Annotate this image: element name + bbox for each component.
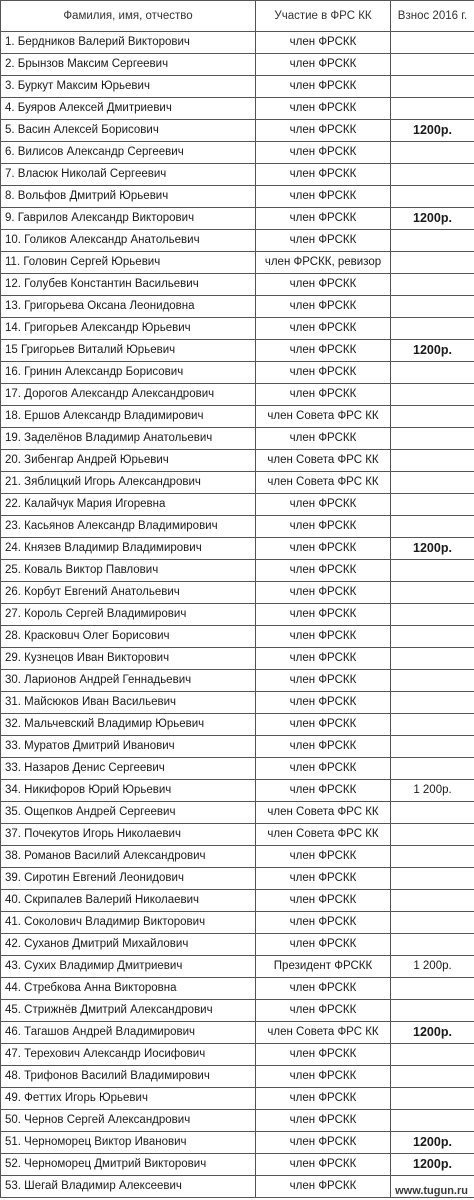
table-row: [1, 230, 474, 252]
member-role: член ФРСКК: [256, 538, 391, 560]
member-name: 2. Брынзов Максим Сергеевич: [1, 54, 256, 76]
table-row: [1, 494, 474, 516]
table-row: [1, 626, 474, 648]
table-row: [1, 406, 474, 428]
member-name: 8. Вольфов Дмитрий Юрьевич: [1, 186, 256, 208]
member-role: член Совета ФРС КК: [256, 472, 391, 494]
member-role: член ФРСКК: [256, 274, 391, 296]
table-row: [1, 1154, 474, 1176]
table-row: [1, 120, 474, 142]
member-role: член ФРСКК: [256, 604, 391, 626]
table-row: [1, 934, 474, 956]
member-name: 49. Феттих Игорь Юрьевич: [1, 1088, 256, 1110]
member-fee: [391, 142, 474, 164]
member-name: 42. Суханов Дмитрий Михайлович: [1, 934, 256, 956]
member-name: 41. Соколович Владимир Викторович: [1, 912, 256, 934]
member-name: 21. Зяблицкий Игорь Александрович: [1, 472, 256, 494]
member-role: член ФРСКК: [256, 516, 391, 538]
member-fee: [391, 1088, 474, 1110]
member-name: 14. Григорьев Александр Юрьевич: [1, 318, 256, 340]
member-name: 26. Корбут Евгений Анатольевич: [1, 582, 256, 604]
member-name: 4. Буяров Алексей Дмитриевич: [1, 98, 256, 120]
member-name: 45. Стрижнёв Дмитрий Александрович: [1, 1000, 256, 1022]
table-row: [1, 714, 474, 736]
member-fee: 1200р.: [391, 538, 474, 560]
member-fee: [391, 802, 474, 824]
member-role: член ФРСКК: [256, 1176, 391, 1198]
member-fee: [391, 934, 474, 956]
member-fee: [391, 450, 474, 472]
table-row: [1, 32, 474, 54]
member-fee: [391, 890, 474, 912]
member-fee: [391, 54, 474, 76]
member-fee: [391, 912, 474, 934]
table-row: [1, 340, 474, 362]
member-name: 19. Заделёнов Владимир Анатольевич: [1, 428, 256, 450]
member-fee: [391, 1044, 474, 1066]
member-role: член ФРСКК: [256, 296, 391, 318]
member-role: член ФРСКК: [256, 208, 391, 230]
member-name: 30. Ларионов Андрей Геннадьевич: [1, 670, 256, 692]
member-fee: [391, 274, 474, 296]
member-fee: 1200р.: [391, 208, 474, 230]
member-fee: [391, 560, 474, 582]
member-fee: [391, 384, 474, 406]
table-row: [1, 890, 474, 912]
member-fee: [391, 670, 474, 692]
member-name: 1. Бердников Валерий Викторович: [1, 32, 256, 54]
member-name: 6. Вилисов Александр Сергеевич: [1, 142, 256, 164]
member-fee: [391, 626, 474, 648]
member-fee: 1200р.: [391, 340, 474, 362]
table-row: [1, 1022, 474, 1044]
member-fee: 1200р.: [391, 1132, 474, 1154]
member-fee: [391, 582, 474, 604]
table-row: [1, 208, 474, 230]
member-fee: [391, 692, 474, 714]
table-row: [1, 582, 474, 604]
table-row: [1, 186, 474, 208]
member-fee: [391, 98, 474, 120]
member-fee: [391, 1066, 474, 1088]
member-name: 25. Коваль Виктор Павлович: [1, 560, 256, 582]
table-row: [1, 472, 474, 494]
member-name: 29. Кузнецов Иван Викторович: [1, 648, 256, 670]
member-name: 53. Шегай Владимир Алексеевич: [1, 1176, 256, 1198]
table-row: [1, 868, 474, 890]
member-role: член ФРСКК: [256, 54, 391, 76]
member-role: член ФРСКК: [256, 494, 391, 516]
member-role: член Совета ФРС КК: [256, 1022, 391, 1044]
member-role: член ФРСКК, ревизор: [256, 252, 391, 274]
member-fee: [391, 868, 474, 890]
header-fee: Взнос 2016 г.: [391, 1, 474, 32]
table-row: [1, 604, 474, 626]
member-fee: [391, 252, 474, 274]
table-row: [1, 824, 474, 846]
member-fee: [391, 164, 474, 186]
table-row: [1, 538, 474, 560]
member-role: член ФРСКК: [256, 912, 391, 934]
member-name: 34. Никифоров Юрий Юрьевич: [1, 780, 256, 802]
member-role: член ФРСКК: [256, 1132, 391, 1154]
table-row: [1, 956, 474, 978]
member-fee: [391, 1110, 474, 1132]
member-name: 52. Черноморец Дмитрий Викторович: [1, 1154, 256, 1176]
table-row: [1, 428, 474, 450]
member-name: 32. Мальчевский Владимир Юрьевич: [1, 714, 256, 736]
member-name: 44. Стребкова Анна Викторовна: [1, 978, 256, 1000]
member-role: член ФРСКК: [256, 758, 391, 780]
member-name: 3. Буркут Максим Юрьевич: [1, 76, 256, 98]
member-name: 35. Ощепков Андрей Сергеевич: [1, 802, 256, 824]
member-fee: [391, 472, 474, 494]
member-name: 51. Черноморец Виктор Иванович: [1, 1132, 256, 1154]
header-role: Участие в ФРС КК: [256, 1, 391, 32]
member-fee: [391, 362, 474, 384]
member-fee: [391, 758, 474, 780]
member-name: 18. Ершов Александр Владимирович: [1, 406, 256, 428]
table-row: [1, 362, 474, 384]
member-fee: 1 200р.: [391, 780, 474, 802]
header-row: [1, 1, 474, 32]
table-row: [1, 384, 474, 406]
member-role: член ФРСКК: [256, 1044, 391, 1066]
member-fee: [391, 1000, 474, 1022]
member-name: 39. Сиротин Евгений Леонидович: [1, 868, 256, 890]
member-name: 27. Король Сергей Владимирович: [1, 604, 256, 626]
member-name: 5. Васин Алексей Борисович: [1, 120, 256, 142]
member-fee: [391, 978, 474, 1000]
table-row: [1, 1044, 474, 1066]
table-row: [1, 648, 474, 670]
member-fee: [391, 824, 474, 846]
member-name: 13. Григорьева Оксана Леонидовна: [1, 296, 256, 318]
member-role: член ФРСКК: [256, 428, 391, 450]
member-name: 43. Сухих Владимир Дмитриевич: [1, 956, 256, 978]
member-fee: [391, 736, 474, 758]
table-row: [1, 54, 474, 76]
member-role: член Совета ФРС КК: [256, 802, 391, 824]
member-role: Президент ФРСКК: [256, 956, 391, 978]
member-role: член ФРСКК: [256, 560, 391, 582]
member-name: 7. Власюк Николай Сергеевич: [1, 164, 256, 186]
member-fee: [391, 494, 474, 516]
member-role: член ФРСКК: [256, 582, 391, 604]
header-name: Фамилия, имя, отчество: [1, 1, 256, 32]
member-fee: [391, 428, 474, 450]
member-role: член ФРСКК: [256, 76, 391, 98]
member-fee: 1 200р.: [391, 956, 474, 978]
table-row: [1, 846, 474, 868]
member-role: член ФРСКК: [256, 670, 391, 692]
table-row: [1, 758, 474, 780]
member-fee: [391, 76, 474, 98]
member-fee: [391, 230, 474, 252]
table-row: [1, 1088, 474, 1110]
table-row: [1, 1132, 474, 1154]
member-role: член Совета ФРС КК: [256, 406, 391, 428]
table-row: [1, 780, 474, 802]
member-name: 40. Скрипалев Валерий Николаевич: [1, 890, 256, 912]
member-role: член ФРСКК: [256, 780, 391, 802]
member-role: член ФРСКК: [256, 648, 391, 670]
member-role: член ФРСКК: [256, 846, 391, 868]
member-role: член ФРСКК: [256, 362, 391, 384]
table-row: [1, 1110, 474, 1132]
member-fee: [391, 516, 474, 538]
member-name: 16. Гринин Александр Борисович: [1, 362, 256, 384]
member-name: 12. Голубев Константин Васильевич: [1, 274, 256, 296]
member-name: 23. Касьянов Александр Владимирович: [1, 516, 256, 538]
member-fee: [391, 648, 474, 670]
member-role: член ФРСКК: [256, 978, 391, 1000]
member-role: член ФРСКК: [256, 32, 391, 54]
member-role: член ФРСКК: [256, 384, 391, 406]
member-role: член ФРСКК: [256, 1066, 391, 1088]
member-name: 9. Гаврилов Александр Викторович: [1, 208, 256, 230]
table-row: [1, 98, 474, 120]
member-role: член ФРСКК: [256, 230, 391, 252]
table-row: [1, 516, 474, 538]
member-name: 20. Зибенгар Андрей Юрьевич: [1, 450, 256, 472]
table-row: [1, 912, 474, 934]
table-row: [1, 296, 474, 318]
table-row: [1, 142, 474, 164]
member-name: 17. Дорогов Александр Александрович: [1, 384, 256, 406]
member-role: член ФРСКК: [256, 142, 391, 164]
member-role: член ФРСКК: [256, 934, 391, 956]
member-role: член ФРСКК: [256, 1154, 391, 1176]
member-name: 22. Калайчук Мария Игоревна: [1, 494, 256, 516]
member-name: 48. Трифонов Василий Владимирович: [1, 1066, 256, 1088]
table-row: [1, 560, 474, 582]
member-role: член ФРСКК: [256, 164, 391, 186]
member-fee: [391, 846, 474, 868]
member-name: 33. Муратов Дмитрий Иванович: [1, 736, 256, 758]
member-role: член ФРСКК: [256, 120, 391, 142]
member-fee: 1200р.: [391, 120, 474, 142]
table-row: [1, 274, 474, 296]
member-role: член ФРСКК: [256, 318, 391, 340]
member-name: 46. Тагашов Андрей Владимирович: [1, 1022, 256, 1044]
member-fee: [391, 714, 474, 736]
member-fee: [391, 406, 474, 428]
member-name: 47. Терехович Александр Иосифович: [1, 1044, 256, 1066]
member-role: член ФРСКК: [256, 626, 391, 648]
member-name: 37. Почекутов Игорь Николаевич: [1, 824, 256, 846]
member-role: член ФРСКК: [256, 98, 391, 120]
table-row: [1, 1000, 474, 1022]
member-role: член ФРСКК: [256, 186, 391, 208]
table-row: [1, 736, 474, 758]
member-name: 50. Чернов Сергей Александрович: [1, 1110, 256, 1132]
member-role: член ФРСКК: [256, 340, 391, 362]
member-name: 11. Головин Сергей Юрьевич: [1, 252, 256, 274]
member-role: член ФРСКК: [256, 692, 391, 714]
member-fee: [391, 32, 474, 54]
table-row: [1, 692, 474, 714]
member-fee: [391, 318, 474, 340]
table-row: [1, 318, 474, 340]
table-row: [1, 802, 474, 824]
member-fee: 1200р.: [391, 1022, 474, 1044]
member-fee: [391, 604, 474, 626]
member-name: 28. Красковuч Олег Борисович: [1, 626, 256, 648]
table-row: [1, 164, 474, 186]
member-role: член ФРСКК: [256, 868, 391, 890]
member-name: 38. Романов Василий Александрович: [1, 846, 256, 868]
member-name: 10. Голиков Александр Анатольевич: [1, 230, 256, 252]
member-role: член ФРСКК: [256, 1110, 391, 1132]
member-role: член Совета ФРС КК: [256, 824, 391, 846]
table-row: [1, 252, 474, 274]
member-role: член ФРСКК: [256, 736, 391, 758]
member-role: член ФРСКК: [256, 1088, 391, 1110]
member-fee: [391, 186, 474, 208]
member-name: 33. Назаров Денис Сергеевич: [1, 758, 256, 780]
member-role: член ФРСКК: [256, 714, 391, 736]
table-row: [1, 450, 474, 472]
table-row: [1, 76, 474, 98]
table-row: [1, 670, 474, 692]
member-fee: 1200р.: [391, 1154, 474, 1176]
watermark: www.tugun.ru: [395, 1185, 468, 1197]
member-role: член ФРСКК: [256, 890, 391, 912]
table-row: [1, 978, 474, 1000]
member-name: 15 Григорьев Виталий Юрьевич: [1, 340, 256, 362]
table-row: [1, 1066, 474, 1088]
member-name: 24. Князев Владимир Владимирович: [1, 538, 256, 560]
member-role: член ФРСКК: [256, 1000, 391, 1022]
member-fee: [391, 296, 474, 318]
member-role: член Совета ФРС КК: [256, 450, 391, 472]
member-name: 31. Майсюков Иван Васильевич: [1, 692, 256, 714]
